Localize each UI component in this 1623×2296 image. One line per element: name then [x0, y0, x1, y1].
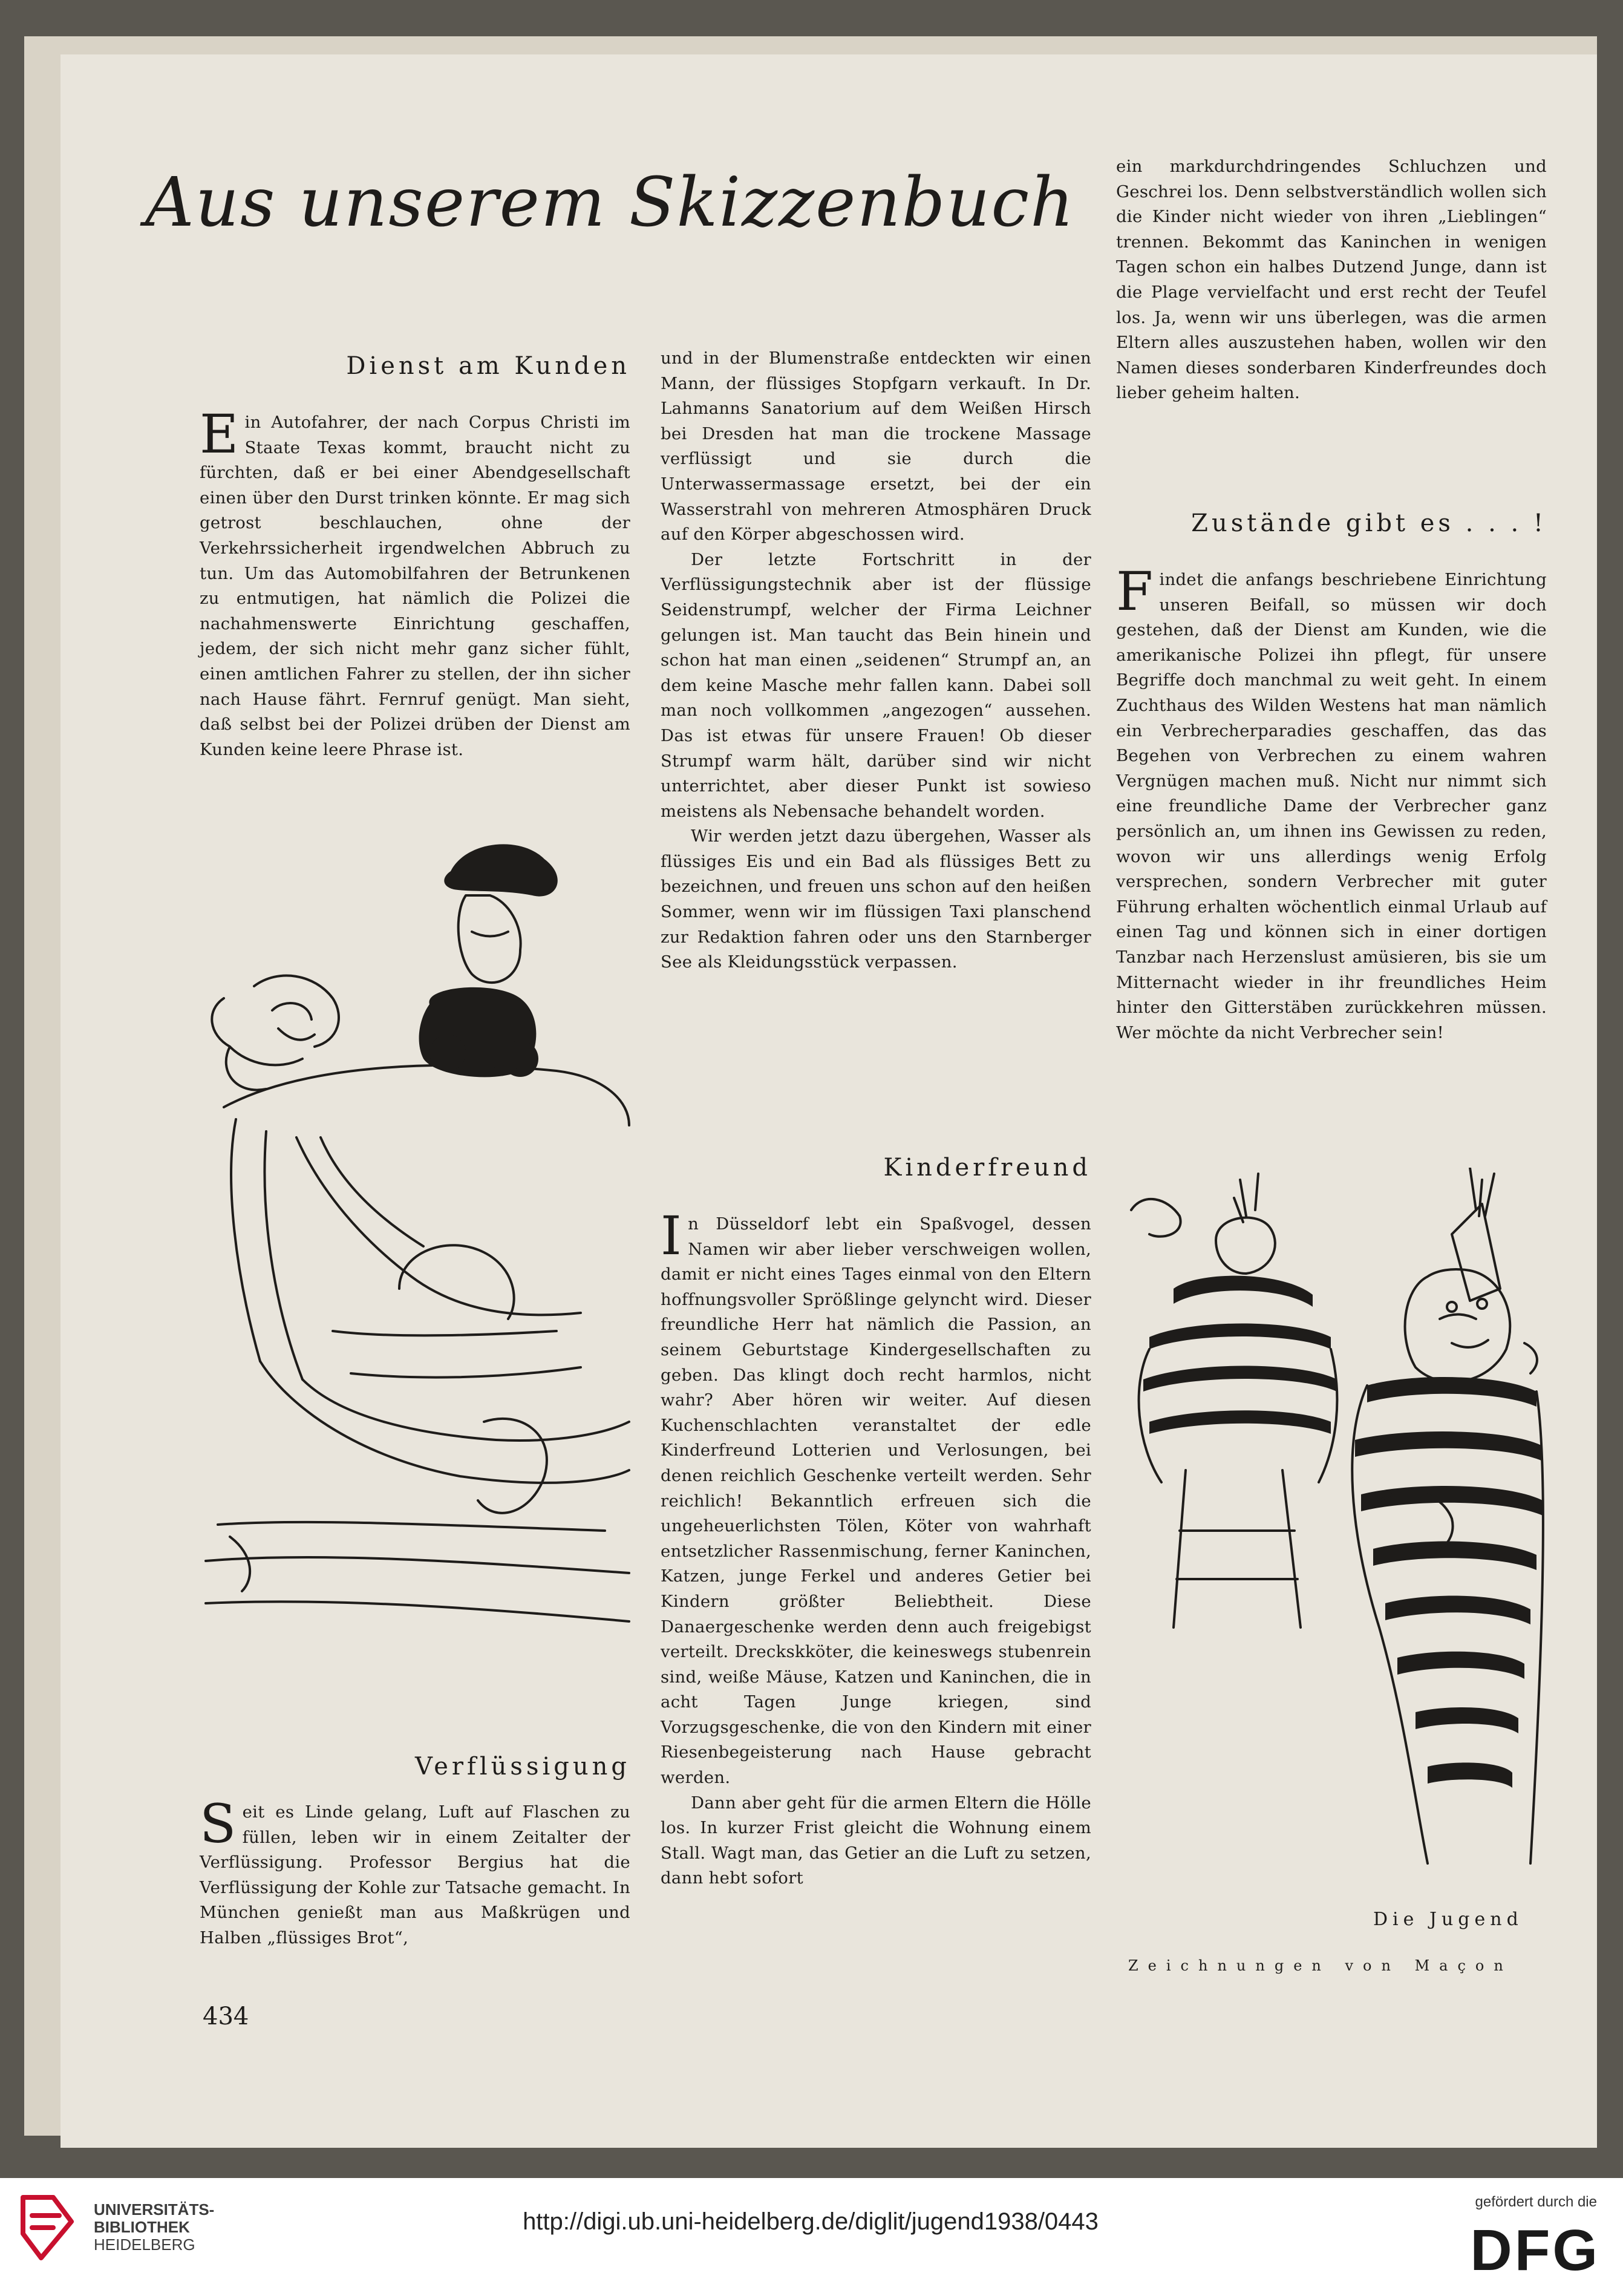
text-kinderfreund-1: n Düsseldorf lebt ein Spaßvogel, dessen Namen wir aber lieber verschweigen wollen, damit er nicht eines Tages einmal von den Eltern hoffnungsvoller Sprößlinge gelyncht wird. Dieser freundliche Herr hat nämlich die Passion, an seinem Geburtstage Kindergesellschaften zu geben. Das klingt doch recht harmlos, nicht wahr? Aber hören wir weiter. Auf diesen Kuchenschlachten veranstaltet der edle Kinderfreund Lotterien und Verlosungen, bei denen reichlich Geschenke verteilt werden. Sehr reichlich! Bekanntlich erfreuen sich die ungeheuerlichsten Tölen, Köter von wahrhaft entsetzlicher Rassenmischung, ferner Kaninchen, Katzen, junge Ferkel und anderes Getier bei Kindern größter Beliebtheit. Diese Danaergeschenke werden denn auch freigebigst verteilt. Dreckskköter, die keineswegs stubenrein sind, weiße Mäuse, Katzen und Kaninchen, die in acht Tagen Junge kriegen, sind Vorzugsgeschenke, die von den Kindern mit einer Riesenbegeisterung nach Hause gebracht werden. — [661, 1214, 1091, 1788]
page-title: Aus unserem Skizzenbuch — [145, 163, 1076, 242]
column-kinderfreund-cont — [1116, 154, 1547, 406]
paragraph-kinderfreund-2: Dann aber geht für die armen Eltern die Hölle los. In kurzer Frist gleicht die Wohnung einem Stall. Wagt man, das Getier an die Luft zu setzen, dann hebt sofort — [661, 1793, 1091, 1888]
heading-kinderfreund: Kinderfreund — [883, 1154, 1091, 1182]
car-illustration — [181, 817, 641, 1688]
magazine-caption: Die Jugend — [1373, 1909, 1523, 1930]
column-verfluessigung — [200, 1751, 630, 1951]
column-zustaende — [1116, 508, 1547, 1045]
heading-zustaende: Zustände gibt es . . . ! — [1191, 509, 1547, 537]
heading-dienst: Dienst am Kunden — [346, 352, 630, 380]
library-name-line2: BIBLIOTHEK — [94, 2218, 190, 2236]
paragraph-dienst — [200, 403, 630, 762]
paragraph-verfluessigung-cont-1: und in der Blumenstraße entdeckten wir einen Mann, der flüssiges Stopfgarn verkauft. In Dr. Lahmanns Sanatorium auf dem Weißen Hirsch bei Dresden hat man die trockene Massage verflüssigt und sie durch die Unterwassermassage ersetzt, bei der ein Wasserstrahl von mehreren Atmosphären Druck auf den Körper abgeschossen wird. — [661, 348, 1091, 545]
library-name-line1: UNIVERSITÄTS- — [94, 2200, 215, 2219]
column-kinderfreund — [661, 1153, 1091, 1891]
prisoners-illustration — [1113, 1168, 1549, 1882]
paragraph-verfluessigung — [200, 1793, 630, 1951]
paragraph-kinderfreund-1 — [661, 1205, 1091, 1791]
paragraph-zustaende — [1116, 560, 1547, 1045]
paragraph-verfluessigung-cont-3: Wir werden jetzt dazu übergehen, Wasser als flüssiges Eis und ein Bad als flüssiges Bett zu bezeichnen, und freuen uns schon auf den heißen Sommer, wenn wir im flüssigen Taxi planschend zur Redaktion fahren oder uns den Starnberger See als Kleidungsstück verpassen. — [661, 826, 1091, 972]
library-name-line3: HEIDELBERG — [94, 2235, 195, 2254]
text-verfluessigung: eit es Linde gelang, Luft auf Flaschen zu füllen, leben wir in einem Zeitalter der Verflüssigung. Professor Bergius hat die Verflüssigung der Kohle zur Tatsache gemacht. In München genießt man aus Maßkrügen und Halben „flüssiges Brot“, — [200, 1802, 630, 1948]
dropcap-dienst: E — [200, 403, 239, 465]
paragraph-verfluessigung-cont-2: Der letzte Fortschritt in der Verflüssigungstechnik aber ist der flüssige Seidenstrumpf, welcher der Firma Leichner gelungen ist. Man taucht das Bein hinein und schon hat man einen „seidenen“ Strumpf an, an dem keine Masche mehr fallen kann. Dabei soll man noch vollkommen „angezogen“ aussehen. Das ist etwas für unsere Frauen! Ob dieser Strumpf warm hält, darüber sind wir nicht unterrichtet, aber dieser Punkt ist sowieso meistens als Nebensache behandelt worden. — [661, 549, 1091, 821]
dropcap-kinderfreund: I — [661, 1205, 682, 1267]
heading-verfluessigung: Verflüssigung — [415, 1753, 630, 1781]
column-dienst — [200, 351, 630, 762]
page-number: 434 — [203, 2003, 249, 2030]
column-verfluessigung-cont — [661, 346, 1091, 975]
paragraph-kinderfreund-cont: ein markdurchdringendes Schluchzen und Geschrei los. Denn selbstverständlich wollen sich die Kinder nicht wieder von ihren „Lieblingen“ trennen. Bekommt das Kaninchen in wenigen Tagen schon ein halbes Dutzend Junge, dann ist die Plage vervielfacht und erst recht der Teufel los. Ja, wenn wir uns überlegen, was die armen Eltern alles auszustehen haben, wollen wir den Namen dieses sonderbaren Kinderfreundes doch lieber geheim halten. — [1116, 157, 1547, 403]
ub-logo-icon — [17, 2191, 77, 2264]
dfg-logo: DFG — [1470, 2218, 1600, 2283]
dropcap-zustaende: F — [1116, 560, 1154, 623]
document-url-link[interactable]: http://digi.ub.uni-heidelberg.de/diglit/jugend1938/0443 — [523, 2208, 1099, 2235]
footer-bar — [0, 2178, 1623, 2296]
text-zustaende: indet die anfangs beschriebene Einrichtung unseren Beifall, so müssen wir doch gestehen, daß der Dienst am Kunden, wie die amerikanische Polizei ihn pflegt, für unsere Begriffe doch manchmal zu weit geht. In einem Zuchthaus des Wilden Westens hat man nämlich ein Verbrecherparadies geschaffen, das das Begehen von Verbrechen zu einem wahren Vergnügen machen muß. Nicht nur nimmt sich eine freundliche Dame der Verbrecher ganz persönlich an, um ihnen ins Gewissen zu reden, wovon wir uns allerdings wenig Erfolg versprechen, sondern Verbrecher mit guter Führung erhalten wöchentlich einmal Urlaub auf einen Tag und können sich in einer dortigen Tanzbar nach Herzenslust amüsieren, bis sie um Mitternacht wieder in ihr freundliches Heim hinter den Gitterstäben zurückkehren müssen. Wer möchte da nicht Verbrecher sein! — [1116, 570, 1547, 1042]
illustration-credit: Zeichnungen von Maçon — [1128, 1957, 1513, 1974]
dropcap-verfluessigung: S — [200, 1793, 237, 1855]
funding-text: gefördert durch die — [1475, 2194, 1597, 2210]
text-dienst: in Autofahrer, der nach Corpus Christi im Staate Texas kommt, braucht nicht zu fürchten, daß er bei einer Abendgesellschaft einen über den Durst trinken könnte. Er mag sich getrost beschlauchen, ohne der Verkehrssicherheit irgendwelchen Abbruch zu tun. Um das Automobilfahren der Betrunkenen zu entmutigen, hat nämlich die Polizei die nachahmenswerte Einrichtung geschaffen, jedem, der sich nicht mehr ganz sicher fühlt, einen amtlichen Fahrer zu stellen, der ihn sicher nach Hause fährt. Fernruf genügt. Man sieht, daß selbst bei der Polizei drüben der Dienst am Kunden keine leere Phrase ist. — [200, 413, 630, 759]
